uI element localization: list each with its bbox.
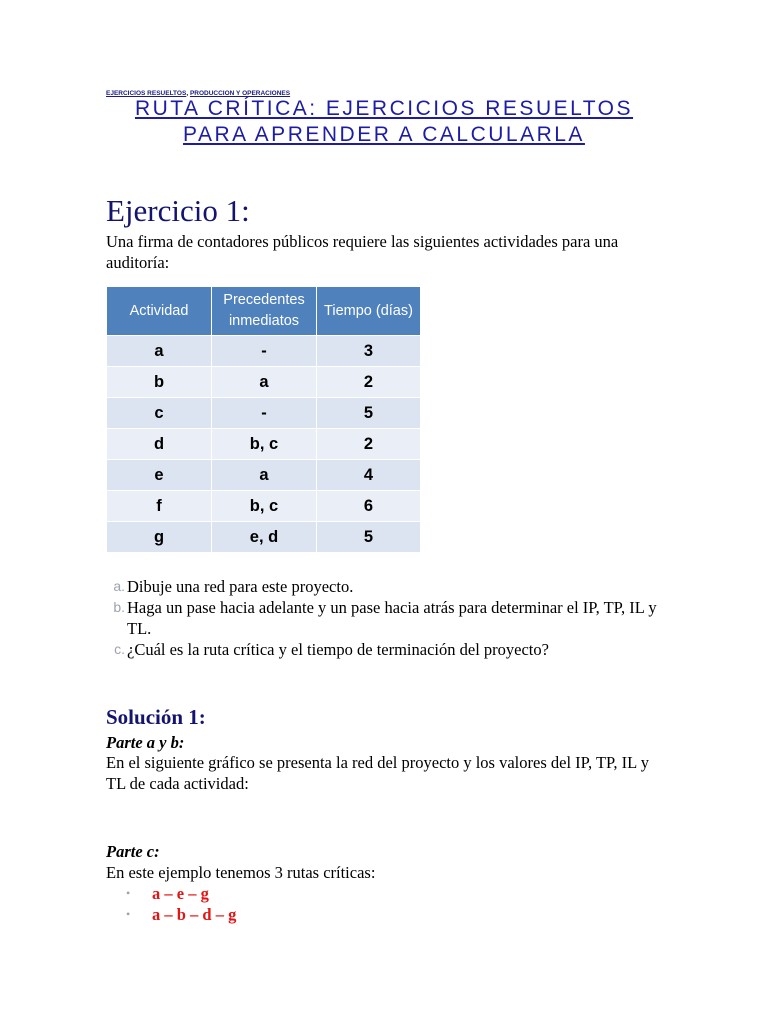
question-a: [106, 576, 676, 597]
list-item: [126, 883, 236, 904]
exercise-intro: Una firma de contadores públicos requiere las siguientes actividades para una auditoría:: [106, 232, 619, 272]
question-c: [106, 639, 676, 660]
question-text: ¿Cuál es la ruta crítica y el tiempo de terminación del proyecto?: [127, 640, 549, 659]
table-row: [107, 522, 421, 553]
table-row: [107, 460, 421, 491]
bullet-icon: •: [126, 907, 131, 921]
page-title[interactable]: [106, 96, 662, 148]
table-header-row: [107, 287, 421, 336]
cell-actividad: c: [107, 398, 212, 429]
list-marker: c.: [114, 641, 125, 657]
table-row: [107, 429, 421, 460]
table-row: [107, 491, 421, 522]
title-line-1: RUTA CRÍTICA: EJERCICIOS RESUELTOS: [134, 97, 634, 120]
critical-route: a – b – d – g: [152, 905, 237, 924]
exercise-heading: Ejercicio 1:: [106, 193, 250, 228]
cell-tiempo: 4: [317, 460, 421, 491]
critical-route: a – e – g: [152, 884, 209, 903]
bullet-icon: •: [126, 886, 131, 900]
solution-heading: Solución 1:: [106, 705, 206, 729]
cell-precedentes: b, c: [212, 429, 317, 460]
cell-tiempo: 6: [317, 491, 421, 522]
cell-precedentes: e, d: [212, 522, 317, 553]
cell-precedentes: b, c: [212, 491, 317, 522]
parte-c-label: Parte c:: [106, 842, 160, 861]
questions-list: [106, 576, 676, 660]
cell-actividad: d: [107, 429, 212, 460]
cell-tiempo: 5: [317, 398, 421, 429]
cell-tiempo: 2: [317, 367, 421, 398]
cell-tiempo: 2: [317, 429, 421, 460]
cell-actividad: a: [107, 336, 212, 367]
cell-precedentes: -: [212, 336, 317, 367]
parte-ab-text: En el siguiente gráfico se presenta la red del proyecto y los valores del IP, TP, IL y TL de cada actividad:: [106, 753, 649, 793]
cell-actividad: g: [107, 522, 212, 553]
question-b: [106, 597, 676, 639]
table-row: [107, 398, 421, 429]
cell-tiempo: 3: [317, 336, 421, 367]
list-item: [126, 904, 236, 925]
header-precedentes: Precedentes inmediatos: [212, 287, 317, 336]
cell-precedentes: -: [212, 398, 317, 429]
question-text: Dibuje una red para este proyecto.: [127, 577, 354, 596]
breadcrumb-link-ejercicios[interactable]: EJERCICIOS RESUELTOS: [106, 90, 187, 97]
cell-actividad: e: [107, 460, 212, 491]
table-row: [107, 367, 421, 398]
cell-precedentes: a: [212, 460, 317, 491]
cell-actividad: f: [107, 491, 212, 522]
parte-c-text: En este ejemplo tenemos 3 rutas críticas:: [106, 863, 376, 882]
header-tiempo: Tiempo (días): [317, 287, 421, 336]
activities-table: [106, 286, 421, 553]
breadcrumb-link-produccion[interactable]: PRODUCCION Y OPERACIONES: [189, 90, 291, 97]
breadcrumb-separator: ,: [186, 90, 190, 97]
list-marker: b.: [113, 599, 125, 615]
cell-actividad: b: [107, 367, 212, 398]
title-line-2: PARA APRENDER A CALCULARLA: [183, 123, 585, 146]
parte-ab-label: Parte a y b:: [106, 733, 185, 752]
question-text: Haga un pase hacia adelante y un pase hacia atrás para determinar el IP, TP, IL y TL.: [127, 598, 657, 638]
cell-tiempo: 5: [317, 522, 421, 553]
critical-routes-list: [126, 883, 236, 925]
header-actividad: Actividad: [107, 287, 212, 336]
cell-precedentes: a: [212, 367, 317, 398]
list-marker: a.: [113, 578, 125, 594]
table-row: [107, 336, 421, 367]
